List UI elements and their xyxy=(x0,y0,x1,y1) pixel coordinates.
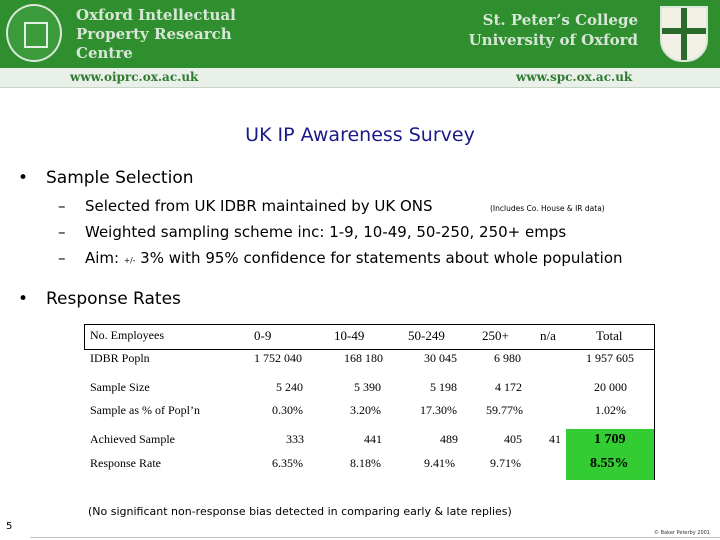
row-label-sample-size: Sample Size xyxy=(90,380,150,394)
bullet-dot: • xyxy=(18,289,29,309)
table-cell: 6.35% xyxy=(272,456,303,470)
spc-name-line1: St. Peter’s College xyxy=(482,11,638,29)
table-cell: 168 180 xyxy=(344,351,383,365)
aim-plus-minus: +/- xyxy=(123,256,136,265)
bullet-label: Sample Selection xyxy=(46,168,194,188)
sub-dash: – xyxy=(58,249,66,267)
table-cell: 441 xyxy=(364,432,382,446)
header-na: n/a xyxy=(540,328,556,343)
total-achieved-value: 1 709 xyxy=(594,432,626,447)
oiprc-url-link[interactable]: www.oiprc.ox.ac.uk xyxy=(70,70,199,84)
table-cell: 4 172 xyxy=(495,380,522,394)
table-top-border xyxy=(84,324,654,325)
sub-text: Weighted sampling scheme inc: 1-9, 10-49, 50-250, 250+ emps xyxy=(85,223,567,241)
footer-divider xyxy=(30,537,720,538)
table-cell: 41 xyxy=(549,432,561,446)
table-right-border xyxy=(654,324,655,480)
sub-dash: – xyxy=(58,223,66,241)
sub-text: Selected from UK IDBR maintained by UK ONS xyxy=(85,197,433,215)
table-cell: 1 957 605 xyxy=(586,351,634,365)
table-cell: 59.77% xyxy=(486,403,523,417)
table-cell: 0.30% xyxy=(272,403,303,417)
bullet-dot: • xyxy=(18,168,29,188)
table-cell: 30 045 xyxy=(424,351,457,365)
table-cell: 489 xyxy=(440,432,458,446)
table-cell: 1.02% xyxy=(595,403,626,417)
table-cell: 9.41% xyxy=(424,456,455,470)
sub-text xyxy=(85,249,623,267)
header-10-49: 10-49 xyxy=(334,328,365,343)
header-250-plus: 250+ xyxy=(482,328,509,343)
aim-suffix: 3% with 95% confidence for statements about whole population xyxy=(135,249,623,267)
table-cell: 5 240 xyxy=(276,380,303,394)
table-cell: 405 xyxy=(504,432,522,446)
slide-title: UK IP Awareness Survey xyxy=(245,124,475,146)
row-label-achieved: Achieved Sample xyxy=(90,432,175,446)
row-label-idbr: IDBR Popln xyxy=(90,351,150,365)
header-banner xyxy=(0,0,720,88)
oxford-crest-icon xyxy=(6,4,62,62)
spc-url-link[interactable]: www.spc.ox.ac.uk xyxy=(516,70,633,84)
header-employees: No. Employees xyxy=(90,328,164,342)
non-response-footnote: (No significant non-response bias detected in comparing early & late replies) xyxy=(88,505,512,518)
oiprc-logo-text: Oxford Intellectual Property Research Centre xyxy=(76,6,236,62)
table-cell: 1 752 040 xyxy=(254,351,302,365)
page-number: 5 xyxy=(6,521,13,532)
sub-dash: – xyxy=(58,197,66,215)
table-cell: 5 198 xyxy=(430,380,457,394)
table-cell: 6 980 xyxy=(494,351,521,365)
row-label-response-rate: Response Rate xyxy=(90,456,161,470)
table-left-border xyxy=(84,324,85,350)
table-cell: 8.18% xyxy=(350,456,381,470)
header-50-249: 50-249 xyxy=(408,328,445,343)
table-cell: 20 000 xyxy=(594,380,627,394)
header-0-9: 0-9 xyxy=(254,328,272,343)
header-total: Total xyxy=(596,328,623,343)
aim-prefix: Aim: xyxy=(85,249,124,267)
table-cell: 333 xyxy=(286,432,304,446)
total-rate-value: 8.55% xyxy=(590,456,629,471)
header-divider xyxy=(84,349,654,350)
row-label-sample-pct: Sample as % of Popl’n xyxy=(90,403,200,417)
table-cell: 5 390 xyxy=(354,380,381,394)
spc-name-line2: University of Oxford xyxy=(468,31,638,49)
table-cell: 17.30% xyxy=(420,403,457,417)
idbr-note: (Includes Co. House & IR data) xyxy=(490,204,605,213)
copyright-text: © Baker Peterby 2001 xyxy=(654,530,710,536)
college-shield-icon xyxy=(660,6,708,62)
table-cell: 9.71% xyxy=(490,456,521,470)
bullet-label: Response Rates xyxy=(46,289,181,309)
spc-logo-text xyxy=(469,10,638,50)
table-cell: 3.20% xyxy=(350,403,381,417)
